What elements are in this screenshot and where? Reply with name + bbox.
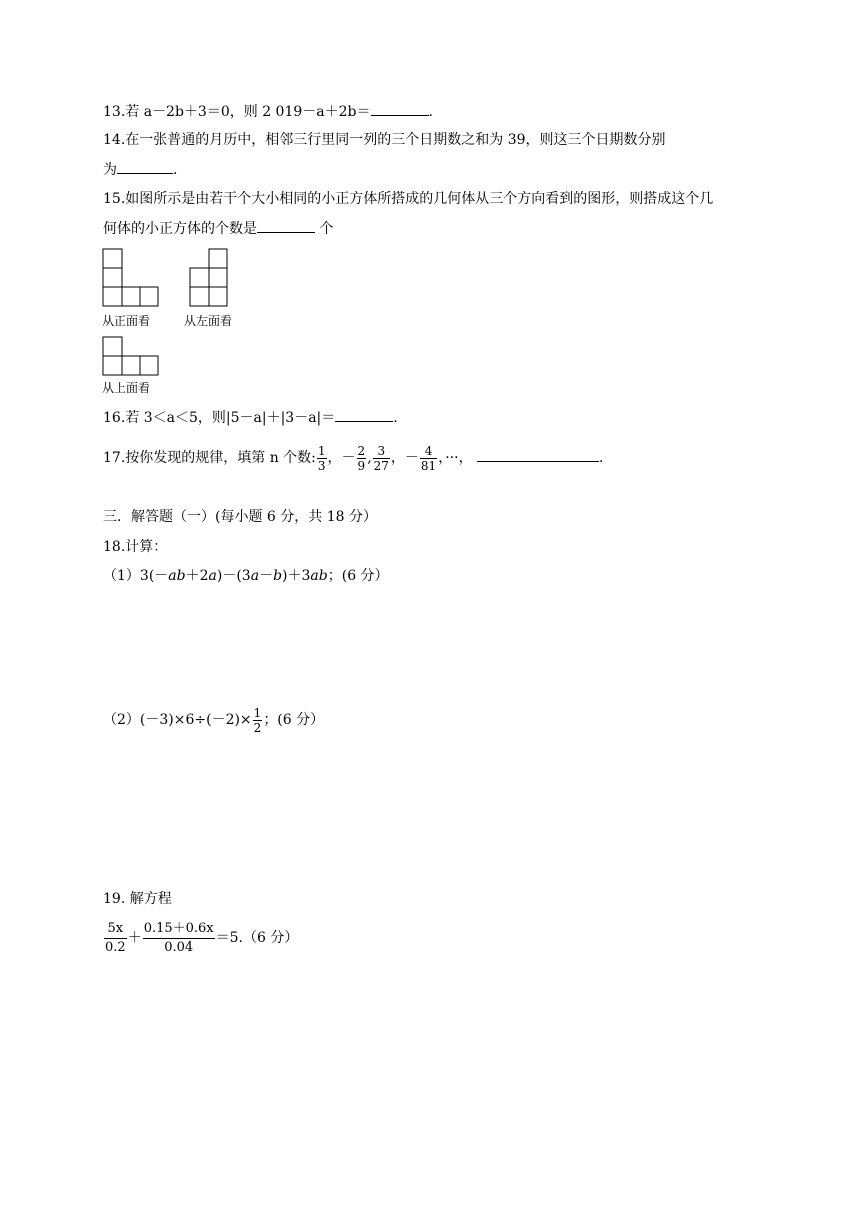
q14-line2-pre: 为 bbox=[103, 162, 117, 178]
q17-fraction-2: $\frac{2}{9}$ bbox=[357, 443, 366, 473]
q17-minus: － bbox=[404, 450, 419, 466]
q18-p1-var: a bbox=[208, 568, 217, 584]
q17-answer-blank[interactable] bbox=[477, 447, 599, 462]
q15-answer-blank[interactable] bbox=[257, 218, 315, 233]
question-15-line2 bbox=[103, 218, 333, 239]
section-3-title: 三．解答题（一）(每小题 6 分，共 18 分） bbox=[103, 509, 377, 525]
q17-sep: ， bbox=[390, 450, 405, 466]
question-15-line1 bbox=[103, 189, 713, 209]
q13-text: 13.若 a－2b＋3＝0，则 2 019－a＋2b＝ bbox=[103, 104, 371, 120]
q19-plus: ＋ bbox=[127, 930, 142, 946]
q19-tail: ＝5.（6 分） bbox=[215, 930, 299, 946]
q18-title: 18.计算： bbox=[103, 539, 168, 555]
q18-p1-var: b bbox=[273, 568, 283, 584]
front-view-label: 从正面看 bbox=[102, 314, 151, 328]
q17-fraction-3: $\frac{3}{27}$ bbox=[373, 443, 389, 473]
q17-sep: ， bbox=[458, 450, 473, 466]
q16-end: . bbox=[393, 410, 398, 426]
q18-p1-text: （1）3(－ bbox=[103, 568, 169, 584]
q18-p1-text: － bbox=[259, 568, 274, 584]
q14-answer-blank[interactable] bbox=[117, 159, 173, 174]
question-19-equation bbox=[103, 916, 298, 960]
question-14-line2 bbox=[103, 159, 177, 180]
question-18-part-1 bbox=[103, 566, 389, 586]
q18-p2-fraction: $\frac{1}{2}$ bbox=[253, 705, 262, 735]
q14-end: . bbox=[173, 162, 178, 178]
question-16 bbox=[103, 407, 398, 428]
q18-p1-var: ab bbox=[310, 568, 328, 584]
q15-line1: 15.如图所示是由若干个大小相同的小正方体所搭成的几何体从三个方向看到的图形，则搭成这个几 bbox=[103, 191, 714, 207]
q17-sep: ， bbox=[438, 450, 446, 466]
q18-p1-text: ；(6 分） bbox=[327, 568, 389, 584]
left-view-figure bbox=[189, 248, 229, 308]
q14-line1: 14.在一张普通的月历中，相邻三行里同一列的三个日期数之和为 39，则这三个日期数分别 bbox=[103, 132, 666, 148]
top-view-figure bbox=[102, 336, 160, 378]
q16-pre: 16.若 3＜a＜5，则 bbox=[103, 410, 226, 426]
question-17 bbox=[103, 438, 603, 478]
q19-fraction-2: $\frac{0.15+0.6x}{0.04}$ bbox=[143, 920, 214, 955]
q16-answer-blank[interactable] bbox=[335, 407, 393, 422]
q16-expr: |5－a|＋|3－a|＝ bbox=[225, 410, 336, 426]
q18-p2-text: （2）(－3)×6÷(－2)× bbox=[103, 712, 252, 728]
front-view-figure bbox=[102, 248, 160, 308]
q17-end: . bbox=[599, 450, 604, 466]
q17-pre: 17.按你发现的规律，填第 n 个数: bbox=[103, 450, 316, 466]
q18-p1-text: )＋3 bbox=[282, 568, 311, 584]
q18-p2-tail: ；(6 分） bbox=[263, 712, 325, 728]
q17-fraction-4: $\frac{4}{81}$ bbox=[420, 443, 437, 473]
q17-sep: , bbox=[367, 450, 372, 466]
q18-p1-var: a bbox=[250, 568, 260, 584]
q15-unit: 个 bbox=[319, 221, 334, 237]
q18-p1-text: ＋2 bbox=[185, 568, 209, 584]
question-14-line1 bbox=[103, 130, 666, 150]
q17-sep: ， bbox=[327, 450, 342, 466]
q17-ellipsis: ··· bbox=[445, 450, 459, 466]
q17-fraction-1: $\frac{1}{3}$ bbox=[317, 443, 326, 473]
q19-fraction-1: $\frac{5x}{0.2}$ bbox=[105, 920, 126, 955]
q18-p1-var: ab bbox=[168, 568, 186, 584]
question-19-title bbox=[103, 889, 172, 909]
question-18-part-2 bbox=[103, 700, 324, 740]
q17-minus: － bbox=[341, 450, 356, 466]
q18-p1-text: )－(3 bbox=[216, 568, 251, 584]
question-13 bbox=[103, 101, 433, 122]
top-view-label: 从上面看 bbox=[102, 381, 151, 395]
q13-answer-blank[interactable] bbox=[371, 101, 429, 116]
left-view-label: 从左面看 bbox=[184, 314, 233, 328]
section-3-heading bbox=[103, 507, 377, 527]
q15-line2-pre: 何体的小正方体的个数是 bbox=[103, 221, 257, 237]
question-18-title bbox=[103, 537, 167, 557]
q19-title: 19. 解方程 bbox=[103, 891, 172, 907]
q13-end: . bbox=[428, 104, 433, 120]
